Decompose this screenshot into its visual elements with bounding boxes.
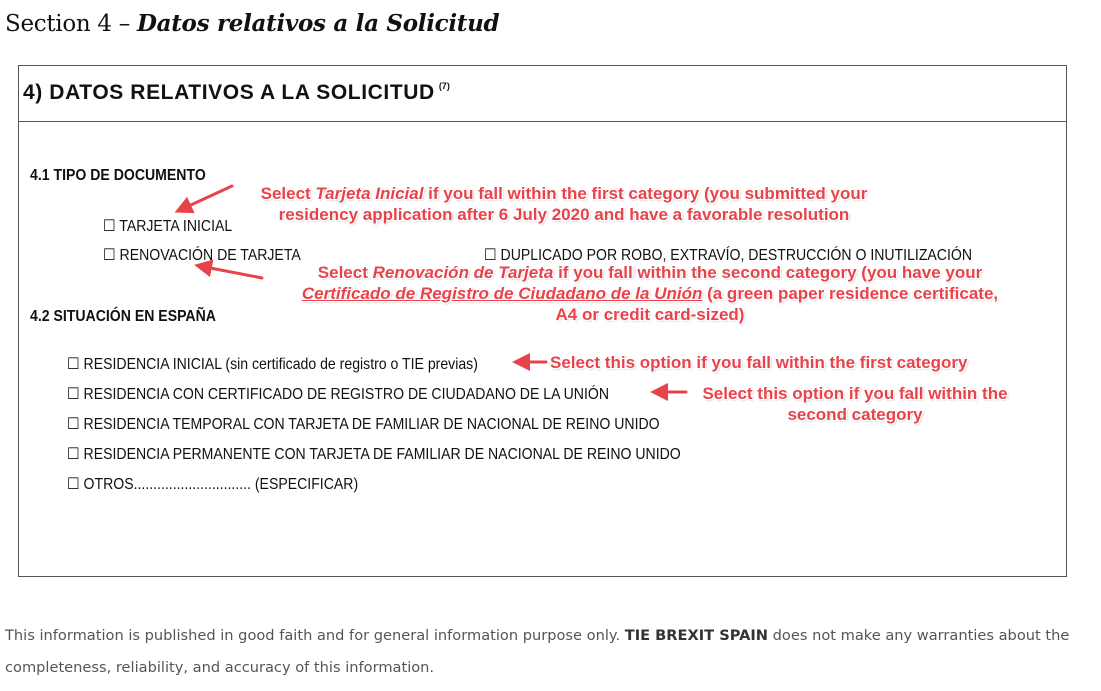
disclaimer: [5, 620, 1095, 684]
option-residencia-certificado[interactable]: ☐ RESIDENCIA CON CERTIFICADO DE REGISTRO DE CIUDADANO DE LA UNIÓN: [67, 386, 610, 403]
tipo-documento-label: 4.1 TIPO DE DOCUMENTO: [30, 167, 206, 184]
disclaimer-text: This information is published in good faith and for general information purpose only.: [5, 627, 625, 644]
annotation-second-category: [690, 383, 1020, 425]
form-header: [19, 66, 1066, 122]
option-residencia-inicial[interactable]: ☐ RESIDENCIA INICIAL (sin certificado de registro o TIE previas): [67, 356, 478, 373]
annotation-renovacion-line3: A4 or credit card-sized): [555, 305, 745, 324]
section-heading-prefix: Section 4 –: [5, 11, 137, 37]
option-tarjeta-inicial[interactable]: ☐ TARJETA INICIAL: [103, 218, 233, 235]
form-title-text: 4) DATOS RELATIVOS A LA SOLICITUD: [23, 81, 435, 104]
annotation-tarjeta-inicial: [234, 183, 894, 225]
annotation-second-category-line1: Select this option if you fall within the: [702, 384, 1008, 403]
annotation-renovacion: [270, 262, 1030, 325]
annotation-second-category-line2: second category: [787, 405, 923, 424]
annotation-tarjeta-inicial-line1: Select Tarjeta Inicial if you fall within the first category (you submitted your: [260, 184, 868, 203]
form-title: [23, 81, 450, 105]
option-residencia-temporal[interactable]: ☐ RESIDENCIA TEMPORAL CON TARJETA DE FAMILIAR DE NACIONAL DE REINO UNIDO: [67, 416, 660, 433]
annotation-renovacion-line2: Certificado de Registro de Ciudadano de la Unión (a green paper residence certificate,: [301, 284, 999, 303]
form-title-footnote: (7): [438, 81, 450, 91]
option-duplicado[interactable]: ☐ DUPLICADO POR ROBO, EXTRAVÍO, DESTRUCCIÓN O INUTILIZACIÓN: [484, 247, 973, 264]
annotation-renovacion-line1: Select Renovación de Tarjeta if you fall within the second category (you have your: [317, 263, 983, 282]
disclaimer-text-end: does not make any warranties about the completeness, reliability, and accuracy of this information.: [5, 627, 1070, 676]
section-heading: [5, 10, 499, 37]
disclaimer-brand: TIE BREXIT SPAIN: [624, 627, 769, 644]
option-otros[interactable]: ☐ OTROS.............................. (ESPECIFICAR): [67, 476, 359, 493]
option-renovacion-tarjeta[interactable]: ☐ RENOVACIÓN DE TARJETA: [103, 247, 301, 264]
annotation-first-category: Select this option if you fall within the first category: [550, 353, 968, 372]
situacion-espana-label: 4.2 SITUACIÓN EN ESPAÑA: [30, 308, 216, 325]
option-residencia-permanente[interactable]: ☐ RESIDENCIA PERMANENTE CON TARJETA DE FAMILIAR DE NACIONAL DE REINO UNIDO: [67, 446, 681, 463]
section-heading-emphasis: Datos relativos a la Solicitud: [136, 10, 500, 37]
annotation-tarjeta-inicial-line2: residency application after 6 July 2020 and have a favorable resolution: [278, 205, 850, 224]
